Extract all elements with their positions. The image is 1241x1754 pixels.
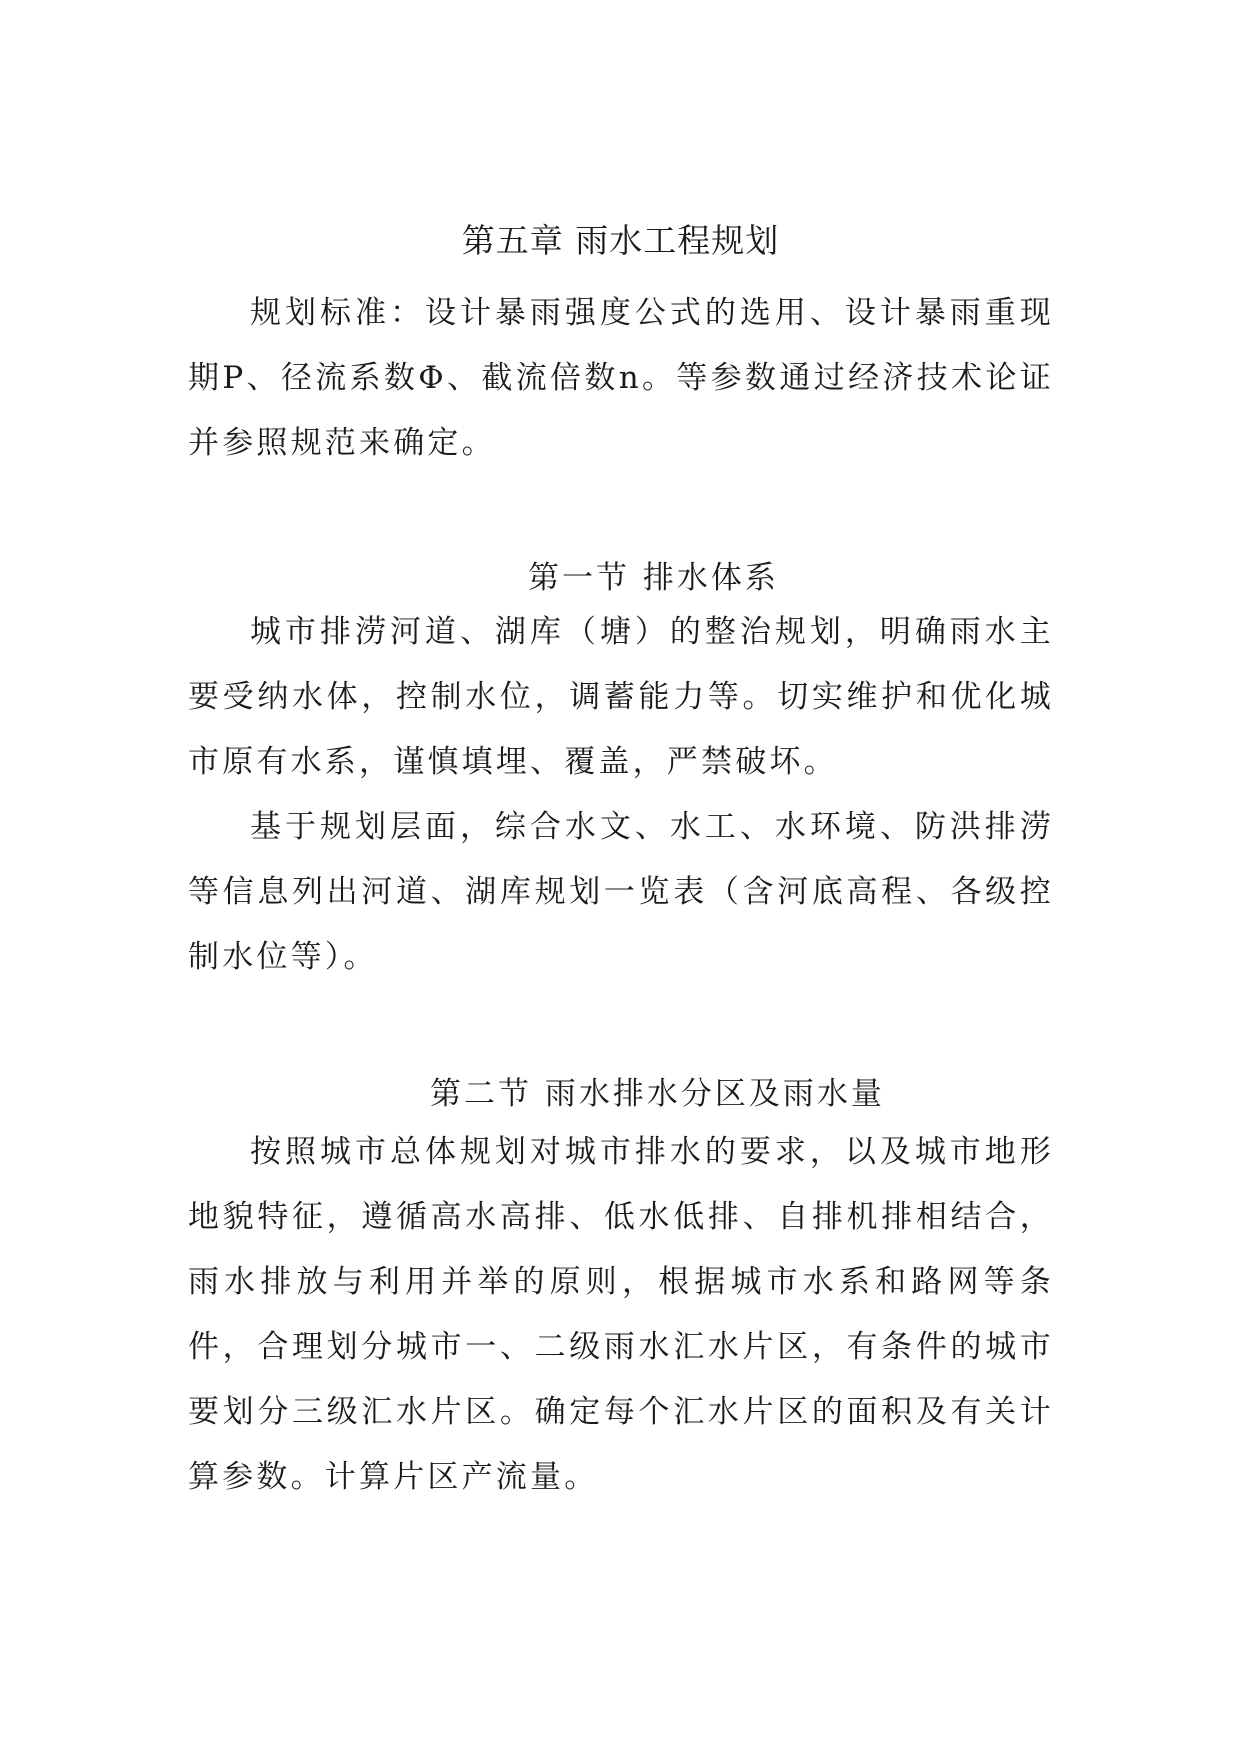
section-paragraph: 按照城市总体规划对城市排水的要求，以及城市地形地貌特征，遵循高水高排、低水低排、自排机排相结合，雨水排放与利用并举的原则，根据城市水系和路网等条件，合理划分城市一、二级雨水汇水片区，有条件的城市要划分三级汇水片区。确定每个汇水片区的面积及有关计算参数。计算片区产流量。: [188, 1134, 1054, 1495]
chapter-title: 第五章 雨水工程规划: [461, 221, 780, 260]
section-title-drainage-system: 第一节 排水体系: [528, 560, 779, 596]
section-paragraph: 基于规划层面，综合水文、水工、水环境、防洪排涝等信息列出河道、湖库规划一览表（含河底高程、各级控制水位等）。: [188, 809, 1054, 975]
section-title-rainwater-zones: 第二节 雨水排水分区及雨水量: [430, 1076, 885, 1112]
section-paragraph: 城市排涝河道、湖库（塘）的整治规划，明确雨水主要受纳水体，控制水位，调蓄能力等。切实维护和优化城市原有水系，谨慎填埋、覆盖，严禁破坏。: [188, 614, 1054, 780]
chapter-intro-paragraph: 规划标准：设计暴雨强度公式的选用、设计暴雨重现期P、径流系数Φ、截流倍数n。等参数通过经济技术论证并参照规范来确定。: [188, 295, 1054, 461]
